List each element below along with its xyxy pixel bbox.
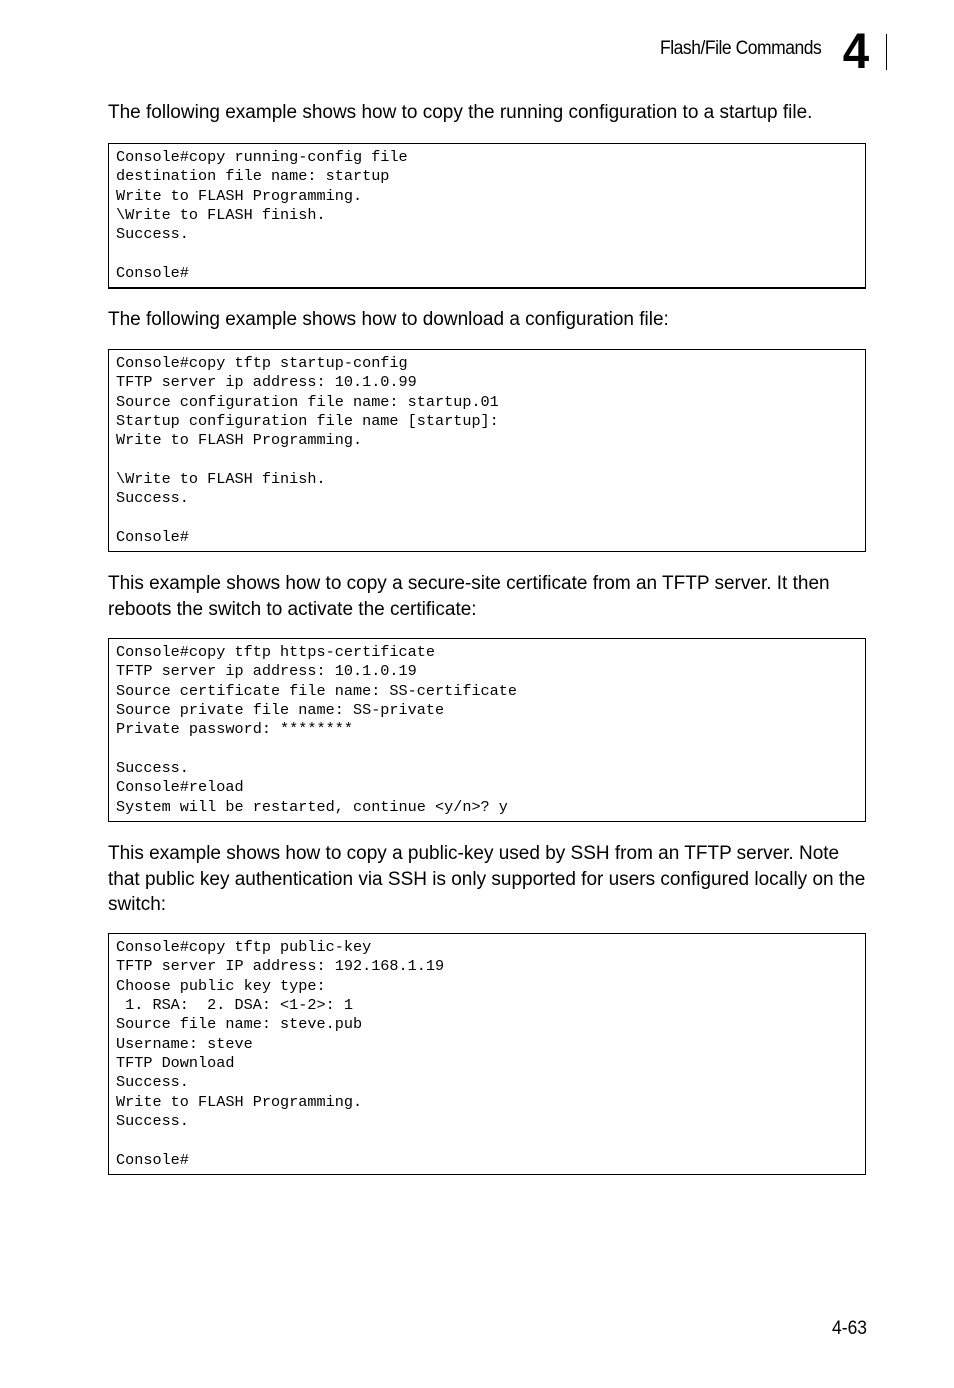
chapter-number: 4	[842, 23, 870, 79]
code-block-https-certificate	[108, 638, 866, 822]
code-text: Console#copy tftp startup-config TFTP server ip address: 10.1.0.99 Source configuration file name: startup.01 Startup configuration file name [startup]: Write to FLASH Programming. \Write to FLASH finish. Success. Console#	[116, 354, 499, 547]
code-text: Console#copy running-config file destination file name: startup Write to FLASH Programming. \Write to FLASH finish. Success. Console#	[116, 148, 408, 283]
chapter-divider	[886, 34, 887, 70]
paragraph-https-certificate: This example shows how to copy a secure-site certificate from an TFTP server. It then reboots the switch to activate the certificate:	[108, 573, 830, 620]
paragraph-public-key: This example shows how to copy a public-key used by SSH from an TFTP server. Note that public key authentication via SSH is only supported for users configured locally on the switch:	[108, 843, 866, 915]
page-number: 4-63	[832, 1318, 867, 1339]
code-block-public-key	[108, 933, 866, 1175]
section-title: Flash/File Commands	[659, 38, 821, 59]
code-text: Console#copy tftp https-certificate TFTP server ip address: 10.1.0.19 Source certificate file name: SS-certificate Source private file name: SS-private Private password: ******** Success. Console#reload System will be restarted, continue <y/n>? y	[116, 643, 518, 816]
code-text: Console#copy tftp public-key TFTP server IP address: 192.168.1.19 Choose public key type: 1. RSA: 2. DSA: <1-2>: 1 Source file name: steve.pub Username: steve TFTP Download Success. Write to FLASH Programming. Success. Console#	[116, 938, 445, 1169]
code-block-copy-running-config	[108, 143, 866, 289]
paragraph-copy-running-config: The following example shows how to copy the running configuration to a startup file.	[108, 102, 813, 123]
paragraph-download-config: The following example shows how to download a configuration file:	[108, 309, 669, 330]
code-block-download-config	[108, 349, 866, 552]
